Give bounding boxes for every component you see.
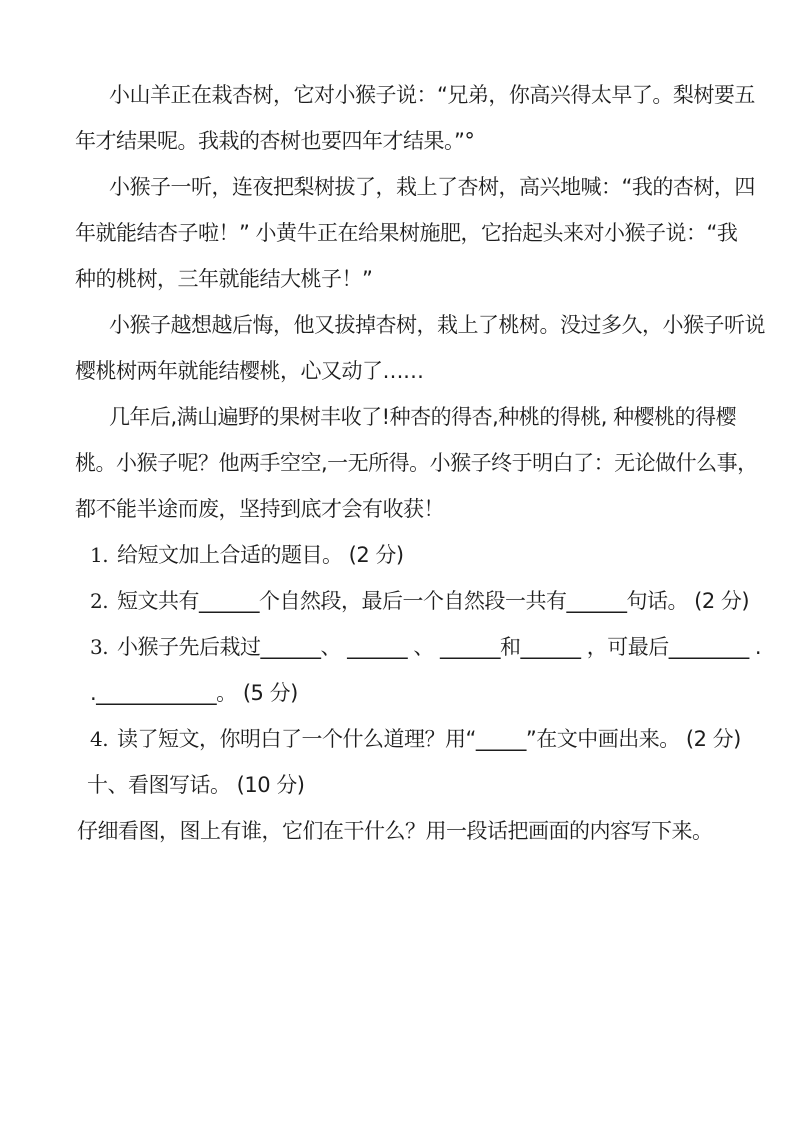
section-heading: 十、看图写话。 (10 分) — [87, 773, 305, 797]
passage-line: 樱桃树两年就能结樱桃，心又动了…… — [75, 359, 424, 383]
question-number: 1. — [90, 543, 109, 567]
reading-passage — [75, 72, 765, 532]
section-instruction: 仔细看图，图上有谁，它们在干什么？用一段话把画面的内容写下来。 — [77, 819, 713, 843]
question-text: 读了短文，你明白了一个什么道理？用“_____”在文中画出来。 (2 分) — [117, 727, 741, 751]
question-text: 小猴子先后栽过______、 ______ 、 ______和______ ，可最后________ . — [117, 635, 762, 659]
passage-line: 小猴子越想越后悔，他又拔掉杏树，栽上了桃树。没过多久，小猴子听说 — [109, 313, 765, 337]
question-number: 2. — [90, 589, 109, 613]
passage-line: 小山羊正在栽杏树，它对小猴子说：“兄弟，你高兴得太早了。梨树要五 — [109, 83, 755, 107]
question-text: 给短文加上合适的题目。 (2 分) — [117, 543, 404, 567]
passage-line: 种的桃树，三年就能结大桃子！” — [75, 267, 373, 291]
question-list — [75, 532, 762, 762]
passage-line: 年才结果呢。我栽的杏树也要四年才结果。”° — [75, 129, 475, 153]
passage-line: 年就能结杏子啦！” 小黄牛正在给果树施肥，它抬起头来对小猴子说：“我 — [75, 221, 738, 245]
question-number: 4. — [90, 727, 109, 751]
passage-line: 桃。小猴子呢？他两手空空,一无所得。小猴子终于明白了：无论做什么事， — [75, 451, 758, 475]
question-3-continuation: .____________。 (5 分) — [90, 681, 298, 705]
question-2 — [75, 578, 750, 624]
question-4 — [75, 716, 747, 762]
passage-line: 小猴子一听，连夜把梨树拔了，栽上了杏树，高兴地喊：“我的杏树，四 — [109, 175, 755, 199]
passage-line: 几年后,满山遍野的果树丰收了!种杏的得杏,种桃的得桃, 种樱桃的得樱 — [109, 405, 737, 429]
question-number: 3. — [90, 635, 109, 659]
passage-line: 都不能半途而废，坚持到底才会有收获！ — [75, 497, 444, 521]
question-1 — [75, 532, 747, 578]
picture-writing-section — [75, 762, 747, 854]
question-text: 短文共有______个自然段，最后一个自然段一共有______句话。 (2 分) — [117, 589, 750, 613]
question-3 — [75, 624, 762, 670]
